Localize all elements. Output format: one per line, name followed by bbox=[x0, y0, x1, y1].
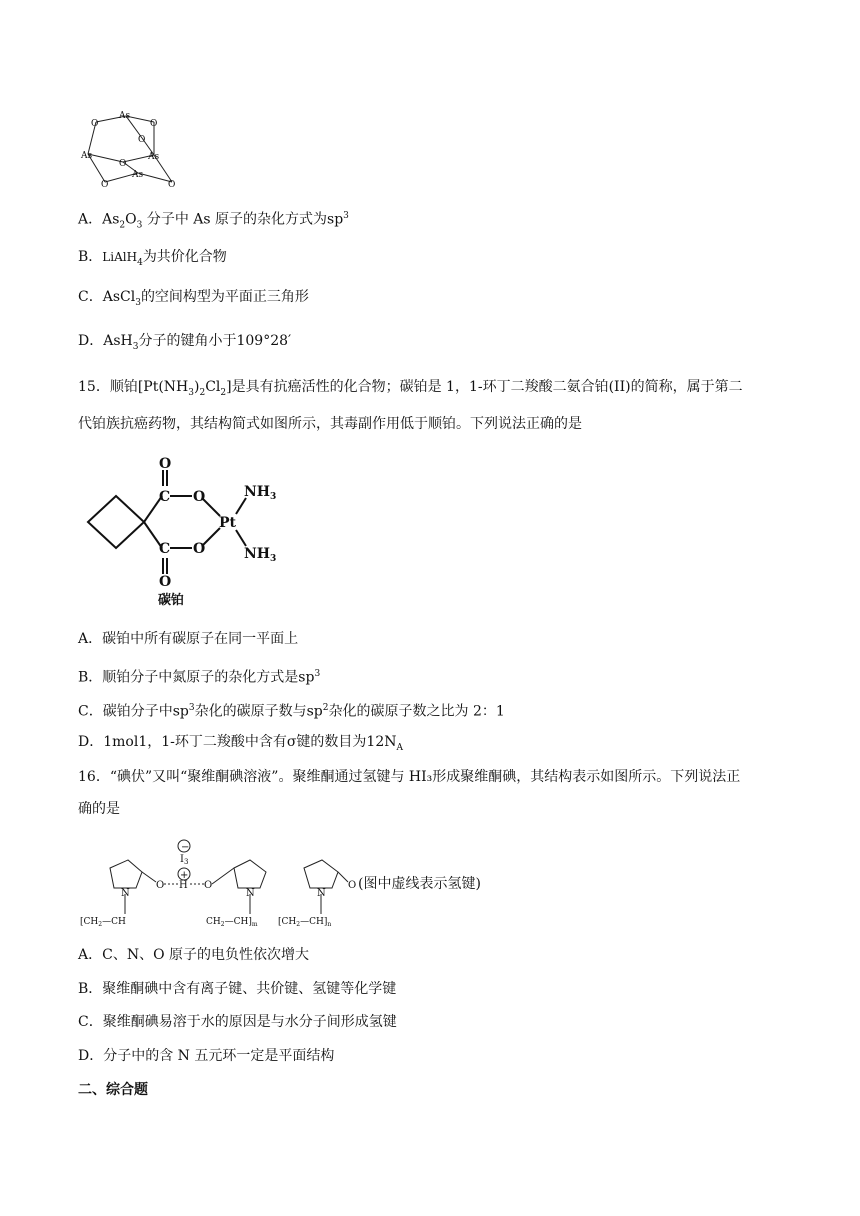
povidone-iodine-structure-figure bbox=[78, 832, 538, 932]
o-atom-label: O bbox=[150, 119, 158, 129]
q15-stem-line1: 15．顺铂$[Pt(NH_3)_2Cl_2]$是具有抗癌活性的化合物；碳铂是 1，1-环丁二羧酸二氨合铂(II)的简称，属于第二 bbox=[78, 379, 743, 398]
hydrogen-bond-note: (图中虚线表示氢键) bbox=[358, 876, 481, 892]
nh3-label: NH bbox=[244, 546, 271, 562]
minus-sign: − bbox=[181, 842, 190, 853]
nitrogen-label: N bbox=[121, 888, 130, 899]
q15-option-a: A．碳铂中所有碳原子在同一平面上 bbox=[78, 631, 299, 647]
q15-option-d: D．1mol1，1-环丁二羧酸中含有σ键的数目为$12N_A$ bbox=[78, 734, 403, 753]
o-atom-label: O bbox=[119, 159, 127, 169]
as-atom-label: As bbox=[81, 151, 93, 161]
q15-option-b: B．顺铂分子中氮原子的杂化方式是$sp^3$ bbox=[78, 669, 321, 686]
ester-o-label: O bbox=[193, 541, 206, 557]
svg-text:[CH2—CH]n: $[CH_2—CH]_n$ bbox=[278, 917, 332, 928]
svg-text:NH3: $NH_3$ bbox=[244, 484, 277, 502]
q14-option-d: D．AsH$_3$分子的键角小于109°28′ bbox=[78, 333, 292, 352]
ester-o-label: O bbox=[193, 489, 206, 505]
o-atom-label: O bbox=[138, 135, 146, 145]
svg-text:[CH2—CH: [$CH_2—CH$ bbox=[80, 917, 126, 928]
section-heading: 二、综合题 bbox=[78, 1082, 148, 1098]
carbonyl-o-label: O bbox=[159, 456, 172, 472]
carbon-label: C bbox=[159, 541, 171, 557]
q16-option-d: D．分子中的含 N 五元环一定是平面结构 bbox=[78, 1048, 335, 1064]
as-atom-label: As bbox=[132, 170, 144, 180]
carboplatin-structure-figure bbox=[78, 452, 288, 612]
i3-label: $I_3$ bbox=[180, 854, 189, 866]
q14-option-c: C．AsCl$_3$的空间构型为平面正三角形 bbox=[78, 289, 309, 308]
carbonyl-o-label: O bbox=[348, 880, 357, 891]
as-atom-label: As bbox=[148, 152, 160, 162]
q16-stem-line1: 16．“碘伏”又叫“聚维酮碘溶液”。聚维酮通过氢键与 HI₃形成聚维酮碘，其结构表示如图所示。下列说法正 bbox=[78, 769, 741, 785]
carboplatin-caption: 碳铂 bbox=[158, 593, 185, 608]
q15-option-c: C．碳铂分子中$sp^3$杂化的碳原子数与$sp^2$杂化的碳原子数之比为 2：1 bbox=[78, 703, 505, 720]
q14-option-b: B．LiAlH$_4$为共价化合物 bbox=[78, 249, 227, 268]
o-atom-label: O bbox=[101, 180, 109, 190]
q16-stem-line2: 确的是 bbox=[78, 801, 120, 817]
q16-option-b: B．聚维酮碘中含有离子键、共价键、氢键等化学键 bbox=[78, 981, 397, 997]
carbonyl-o-label: O bbox=[204, 880, 213, 891]
plus-sign: + bbox=[180, 870, 189, 881]
o-atom-label: O bbox=[168, 180, 176, 190]
carbon-label: C bbox=[159, 489, 171, 505]
as-atom-label: As bbox=[119, 111, 131, 121]
carbonyl-o-label: O bbox=[159, 574, 172, 590]
nitrogen-label: N bbox=[317, 888, 326, 899]
nh3-label: NH bbox=[244, 484, 271, 500]
as2o3-structure-figure bbox=[78, 100, 188, 195]
q14-option-a: A．$As_2O_3$ 分子中 As 原子的杂化方式为$sp^3$ bbox=[78, 211, 349, 231]
q15-stem-line2: 代铂族抗癌药物，其结构简式如图所示，其毒副作用低于顺铂。下列说法正确的是 bbox=[78, 416, 582, 432]
svg-text:NH3: $NH_3$ bbox=[244, 546, 277, 564]
svg-text:CH2—CH]m: $CH_2—CH]_m$ bbox=[206, 917, 258, 928]
q16-option-a: A．C、N、O 原子的电负性依次增大 bbox=[78, 947, 310, 963]
q16-option-c: C．聚维酮碘易溶于水的原因是与水分子间形成氢键 bbox=[78, 1014, 397, 1030]
nitrogen-label: N bbox=[246, 888, 255, 899]
pt-label: Pt bbox=[219, 515, 236, 531]
hydrogen-label: H bbox=[179, 880, 188, 891]
carbonyl-o-label: O bbox=[156, 880, 165, 891]
o-atom-label: O bbox=[91, 119, 99, 129]
